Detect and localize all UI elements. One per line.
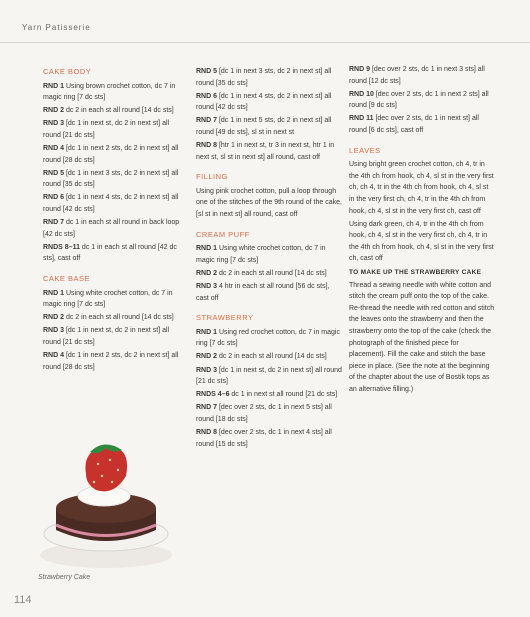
round-label: RND 1 [196, 245, 218, 253]
instruction-line [43, 168, 188, 191]
page-number: 114 [14, 594, 32, 606]
round-label: RNDS 4–6 [196, 391, 230, 399]
round-label: RND 1 [196, 328, 218, 336]
instruction-text: dc 2 in each st all round [14 dc sts] [64, 107, 174, 115]
round-label: RND 2 [196, 269, 218, 277]
instruction-text: dc 2 in each st all round [14 dc sts] [217, 269, 327, 277]
instruction-text: dc 2 in each st all round [14 dc sts] [64, 314, 174, 322]
instruction-line [196, 281, 342, 304]
section-heading: LEAVES [349, 145, 381, 155]
section-heading: CAKE BASE [43, 274, 91, 283]
instruction-text: [dc 1 in next st, dc 2 in next st] all round [21 dc sts] [43, 120, 170, 139]
round-label: RND 1 [43, 289, 65, 297]
instruction-text: Using pink crochet cotton, pull a loop through one of the stitches of the 9th round of the cake, [sl st in next st] all round, cast off [196, 187, 342, 219]
instruction-line [43, 118, 188, 141]
instruction-text: Using red crochet cotton, dc 7 in magic ring [7 dc sts] [196, 328, 340, 348]
round-label: RND 5 [196, 68, 218, 75]
page-header: Yarn Patisserie [22, 23, 91, 32]
instruction-text: [dc 1 in next st, dc 2 in next st] all round [21 dc sts] [196, 366, 342, 386]
instruction-text: 4 htr in each st all round [56 dc sts], cast off [196, 283, 330, 302]
instruction-text: [dec over 2 sts, dc 1 in next 4 sts] all round [15 dc sts] [196, 429, 332, 448]
instruction-line [43, 350, 188, 373]
instruction-text: [dc 1 in next 4 sts, dc 2 in next st] all round [42 dc sts] [43, 194, 179, 214]
round-label: RND 7 [196, 404, 218, 412]
photo-caption: Strawberry Cake [38, 574, 91, 581]
instruction-line [196, 402, 342, 425]
section-heading: CREAM PUFF [196, 229, 250, 239]
instruction-line [196, 140, 342, 163]
round-label: RND 3 [196, 366, 218, 374]
round-label: RND 2 [43, 107, 65, 115]
instruction-text: Using brown crochet cotton, dc 7 in magic ring [7 dc sts] [43, 82, 176, 102]
instruction-line [349, 89, 495, 112]
subheading: TO MAKE UP THE STRAWBERRY CAKE [349, 268, 482, 276]
instruction-line [196, 243, 342, 266]
instruction-line [349, 64, 495, 87]
instruction-line [349, 280, 495, 396]
instruction-line [196, 365, 342, 388]
instruction-line [43, 312, 188, 324]
column-2 [196, 66, 342, 452]
round-label: RND 10 [349, 90, 374, 98]
instruction-text: Thread a sewing needle with white cotton and stitch the cream puff onto the top of the cake. Re-thread the needle with red cotton and stitch the leaves onto the strawberry and then the strawberry onto the top of the cake (check the photograph of the finished piece for placement). Fill the cake and stitch the base piece in place. (See the note at the beginning of the chapter about the use of Bostik tops as an alternative filling.) [349, 281, 495, 393]
instruction-text: [dec over 2 sts, dc 1 in next 5 sts] all round [18 dc sts] [196, 404, 332, 423]
instruction-text: [dec over 2 sts, dc 1 in next 3 sts] all round [12 dc sts] [349, 66, 485, 85]
instruction-text: Using white crochet cotton, dc 7 in magic ring [7 dc sts] [196, 245, 326, 264]
instruction-line [196, 115, 342, 138]
section-heading: FILLING [196, 172, 228, 182]
instruction-text: [dc 1 in next st, dc 2 in next st] all round [21 dc sts] [43, 327, 170, 346]
instruction-line [196, 268, 342, 280]
round-label: RND 3 [43, 327, 65, 335]
instruction-text: [dc 1 in next 5 sts, dc 2 in next st] all round [49 dc sts], sl st in next st [196, 117, 332, 136]
round-label: RND 4 [43, 352, 65, 360]
instruction-line [43, 81, 188, 104]
instruction-text: dc 2 in each st all round [14 dc sts] [217, 353, 327, 361]
instruction-line [43, 288, 188, 311]
column-1 [43, 66, 188, 375]
instruction-text: [dc 1 in next 3 sts, dc 2 in next st] all round [35 dc sts] [43, 169, 179, 189]
instruction-text: [dc 1 in next 3 sts, dc 2 in next st] all round [35 dc sts] [196, 68, 332, 87]
instruction-line [43, 143, 188, 166]
instruction-text: [dec over 2 sts, dc 1 in next st] all round [6 dc sts], cast off [349, 115, 479, 134]
instruction-line [196, 351, 342, 363]
instruction-text: [dc 1 in next 2 sts, dc 2 in next st] all round [28 dc sts] [43, 352, 179, 371]
instruction-text: Using dark green, ch 4, tr in the 4th ch from hook, ch 4, sl st in the very first ch, ch 4, tr in the 4th ch from hook, ch 4, sl st in the very first ch, cast off [349, 220, 494, 263]
instruction-line [196, 389, 342, 401]
instruction-line [349, 219, 495, 265]
instruction-line [196, 327, 342, 350]
section-heading: CAKE BODY [43, 67, 92, 76]
instruction-text: [htr 1 in next st, tr 3 in next st, htr 1 in next st, sl st in next st] all round, cast off [196, 142, 335, 161]
strawberry-cake-photo [34, 430, 179, 570]
section-heading: STRAWBERRY [196, 313, 254, 323]
instruction-text: Using white crochet cotton, dc 7 in magic ring [7 dc sts] [43, 289, 173, 309]
round-label: RND 1 [43, 82, 65, 90]
round-label: RND 8 [196, 142, 218, 150]
instruction-text: [dec over 2 sts, dc 1 in next 2 sts] all round [9 dc sts] [349, 90, 489, 110]
round-label: RND 6 [43, 194, 65, 202]
round-label: RND 4 [43, 145, 65, 153]
round-label: RND 8 [196, 429, 218, 437]
instruction-line [43, 105, 188, 117]
instruction-line [43, 325, 188, 348]
round-label: RND 3 [196, 283, 218, 290]
column-3 [349, 64, 495, 397]
instruction-line [196, 427, 342, 450]
round-label: RND 6 [196, 92, 218, 100]
header-divider [0, 42, 530, 43]
instruction-line [349, 113, 495, 136]
instruction-text: dc 1 in next st all round [21 dc sts] [229, 391, 338, 399]
round-label: RND 7 [43, 219, 65, 227]
round-label: RND 7 [196, 117, 218, 125]
instruction-line [43, 242, 188, 265]
instruction-text: Using bright green crochet cotton, ch 4, tr in the 4th ch from hook, ch 4, sl st in the very first ch, ch 4, tr in the 4th ch from hook, ch 4, sl st in the very first ch, ch 4, tr in the 4th ch from hook, ch 4, sl st in the very first ch, cast off [349, 161, 494, 215]
instruction-text: [dc 1 in next 4 sts, dc 2 in next st] all round [42 dc sts] [196, 92, 332, 112]
instruction-line [196, 91, 342, 114]
round-label: RND 9 [349, 66, 371, 73]
round-label: RND 3 [43, 120, 65, 128]
instruction-text: [dc 1 in next 2 sts, dc 2 in next st] all round [28 dc sts] [43, 145, 179, 164]
round-label: RND 11 [349, 115, 374, 123]
round-label: RND 2 [43, 314, 65, 322]
instruction-line [196, 66, 342, 89]
round-label: RNDS 8–11 [43, 243, 80, 251]
instruction-line [349, 159, 495, 217]
instruction-line [196, 186, 342, 221]
instruction-text: dc 1 in each st all round in back loop [42 dc sts] [43, 219, 180, 238]
instruction-line [43, 217, 188, 240]
instruction-line [43, 192, 188, 215]
round-label: RND 2 [196, 353, 218, 361]
instruction-text: dc 1 in each st all round [42 dc sts], cast off [43, 243, 177, 263]
round-label: RND 5 [43, 169, 65, 177]
